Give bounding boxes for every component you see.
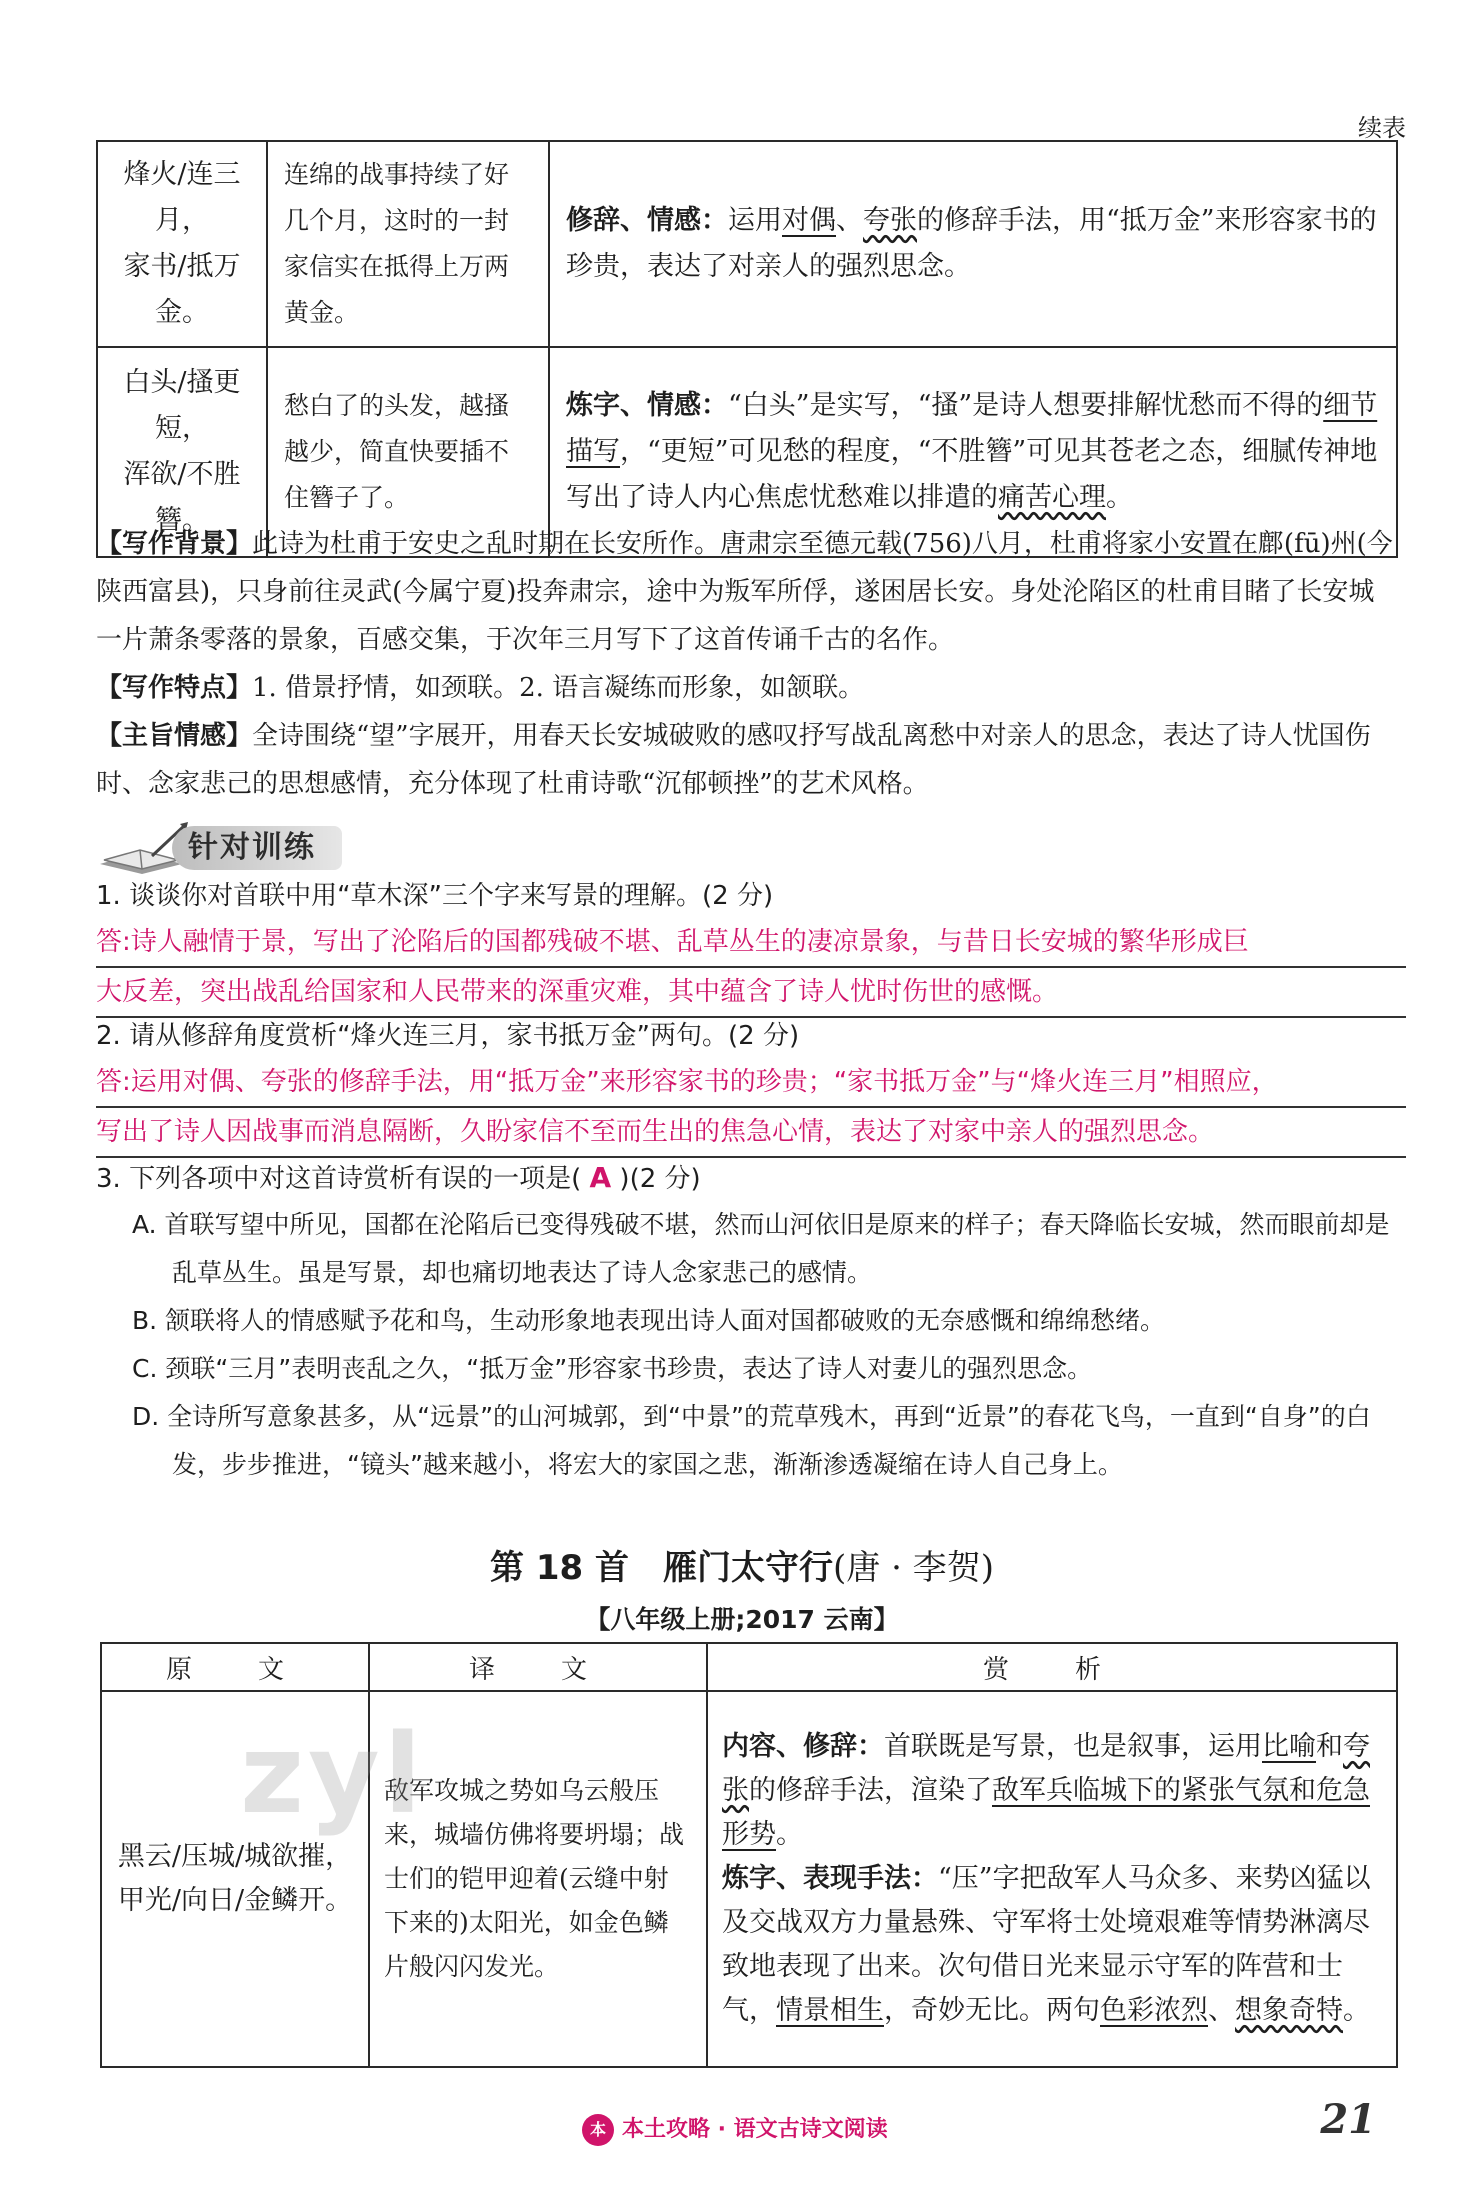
option-d: D. 全诗所写意象甚多，从“远景”的山河城郭，到“中景”的荒草残木，再到“近景”的春花飞鸟，一直到“自身”的白发，步步推进，“镜头”越来越小，将宏大的家国之悲，渐渐渗透凝缩在诗人自己身上。 bbox=[132, 1402, 1371, 1479]
header-trans: 译 文 bbox=[369, 1643, 707, 1691]
training-banner: 针对训练 bbox=[92, 820, 352, 876]
table-row bbox=[97, 141, 1397, 347]
page-number: 21 bbox=[1320, 2096, 1376, 2143]
orig-cell: 黑云/压城/城欲摧， 甲光/向日/金鳞开。 bbox=[101, 1691, 369, 2067]
option-c: C. 颈联“三月”表明丧乱之久，“抵万金”形容家书珍贵，表达了诗人对妻儿的强烈思念。 bbox=[132, 1354, 1093, 1383]
question-1: 1. 谈谈你对首联中用“草木深”三个字来写景的理解。(2 分) 答:诗人融情于景，写出了沦陷后的国都残破不堪、乱草丛生的凄凉景象，与昔日长安城的繁华形成巨 大反差，突出战乱给国家和人民带来的深重灾难，其中蕴含了诗人忧时伤世的感慨。 bbox=[96, 874, 1406, 1018]
publisher-logo-icon: 本 bbox=[582, 2114, 614, 2146]
analysis-cell: 修辞、情感：运用对偶、夸张的修辞手法，用“抵万金”来形容家书的珍贵，表达了对亲人的强烈思念。 bbox=[549, 141, 1397, 347]
writing-background: 【写作背景】此诗为杜甫于安史之乱时期在长安所作。唐肃宗至德元载(756)八月，杜甫将家小安置在鄜(fū)州(今陕西富县)，只身前往灵武(今属宁夏)投奔肃宗，途中为叛军所俘，遂困居长安。身处沦陷区的杜甫目睹了长安城一片萧条零落的景象，百感交集，于次年三月写下了这首传诵千古的名作。 bbox=[96, 529, 1393, 655]
option-b: B. 颔联将人的情感赋予花和鸟，生动形象地表现出诗人面对国都破败的无奈感慨和绵绵愁绪。 bbox=[132, 1306, 1166, 1335]
orig-cell: 白头/搔更短， 浑欲/不胜簪。 bbox=[97, 347, 267, 557]
analysis-cell: 炼字、情感：“白头”是实写，“搔”是诗人想要排解忧愁而不得的细节描写，“更短”可见愁的程度，“不胜簪”可见其苍老之态，细腻传神地写出了诗人内心焦虑忧愁难以排遣的痛苦心理。 bbox=[549, 347, 1397, 557]
poem18-table bbox=[100, 1642, 1398, 2068]
translation-cell: 连绵的战事持续了好几个月，这时的一封家信实在抵得上万两黄金。 bbox=[267, 141, 549, 347]
translation-cell: 愁白了的头发，越搔越少，简直快要插不住簪子了。 bbox=[267, 347, 549, 557]
watermark: zyl bbox=[240, 1710, 426, 1838]
poem17-continued-table bbox=[96, 140, 1398, 558]
answer-1: 答:诗人融情于景，写出了沦陷后的国都残破不堪、乱草丛生的凄凉景象，与昔日长安城的繁华形成巨 大反差，突出战乱给国家和人民带来的深重灾难，其中蕴含了诗人忧时伤世的感慨。 bbox=[96, 918, 1406, 1018]
analysis-cell: 内容、修辞：首联既是写景，也是叙事，运用比喻和夸张的修辞手法，渲染了敌军兵临城下的紧张气氛和危急形势。 炼字、表现手法：“压”字把敌军人马众多、来势凶猛以及交战双方力量悬殊、守军将士处境艰难等情势淋漓尽致地表现了出来。次句借日光来显示守军的阵营和士气，情景相生，奇妙无比。两句色彩浓烈、想象奇特。 bbox=[707, 1691, 1397, 2067]
translation-cell: 敌军攻城之势如乌云般压来，城墙仿佛将要坍塌；战士们的铠甲迎着(云缝中射下来的)太阳光，如金色鳞片般闪闪发光。 bbox=[369, 1691, 707, 2067]
table-header bbox=[101, 1643, 1397, 1691]
writing-features: 【写作特点】1. 借景抒情，如颈联。2. 语言凝练而形象，如颔联。 bbox=[96, 673, 865, 703]
question-2: 2. 请从修辞角度赏析“烽火连三月，家书抵万金”两句。(2 分) 答:运用对偶、夸张的修辞手法，用“抵万金”来形容家书的珍贵；“家书抵万金”与“烽火连三月”相照应， 写出了诗人因战事而消息隔断，久盼家信不至而生出的焦急心情，表达了对家中亲人的强烈思念。 bbox=[96, 1014, 1406, 1158]
continued-label: 续表 bbox=[1358, 114, 1406, 142]
answer-2: 答:运用对偶、夸张的修辞手法，用“抵万金”来形容家书的珍贵；“家书抵万金”与“烽火连三月”相照应， 写出了诗人因战事而消息隔断，久盼家信不至而生出的焦急心情，表达了对家中亲人的强烈思念。 bbox=[96, 1058, 1406, 1158]
choice-answer: A bbox=[589, 1161, 612, 1194]
question-3: 3. 下列各项中对这首诗赏析有误的一项是( A )(2 分) A. 首联写望中所见，国都在沦陷后已变得残破不堪，然而山河依旧是原来的样子；春天降临长安城，然而眼前却是乱草丛生。虽是写景，却也痛切地表达了诗人念家悲己的感情。 B. 颔联将人的情感赋予花和鸟，生动形象地表现出诗人面对国都破败的无奈感慨和绵绵愁绪。 C. 颈联“三月”表明丧乱之久，“抵万金”形容家书珍贵，表达了诗人对妻儿的强烈思念。 D. 全诗所写意象甚多，从“远景”的山河城郭，到“中景”的荒草残木，再到“近景”的春花飞鸟，一直到“自身”的白发，步步推进，“镜头”越来越小，将宏大的家国之悲，渐渐渗透凝缩在诗人自己身上。 bbox=[96, 1156, 1406, 1489]
orig-cell: 烽火/连三月， 家书/抵万金。 bbox=[97, 141, 267, 347]
option-a: A. 首联写望中所见，国都在沦陷后已变得残破不堪，然而山河依旧是原来的样子；春天降临长安城，然而眼前却是乱草丛生。虽是写景，却也痛切地表达了诗人念家悲己的感情。 bbox=[132, 1210, 1390, 1287]
header-orig: 原 文 bbox=[101, 1643, 369, 1691]
poem18-source: 【八年级上册;2017 云南】 bbox=[585, 1605, 899, 1634]
poem18-title: 第 18 首 雁门太守行(唐 · 李贺) bbox=[490, 1548, 994, 1588]
footer-text: 本土攻略 · 语文古诗文阅读 bbox=[622, 2117, 888, 2142]
header-analysis: 赏 析 bbox=[707, 1643, 1397, 1691]
theme-emotion: 【主旨情感】全诗围绕“望”字展开，用春天长安城破败的感叹抒写战乱离愁中对亲人的思念，表达了诗人忧国伤时、念家悲己的思想感情，充分体现了杜甫诗歌“沉郁顿挫”的艺术风格。 bbox=[96, 721, 1371, 799]
